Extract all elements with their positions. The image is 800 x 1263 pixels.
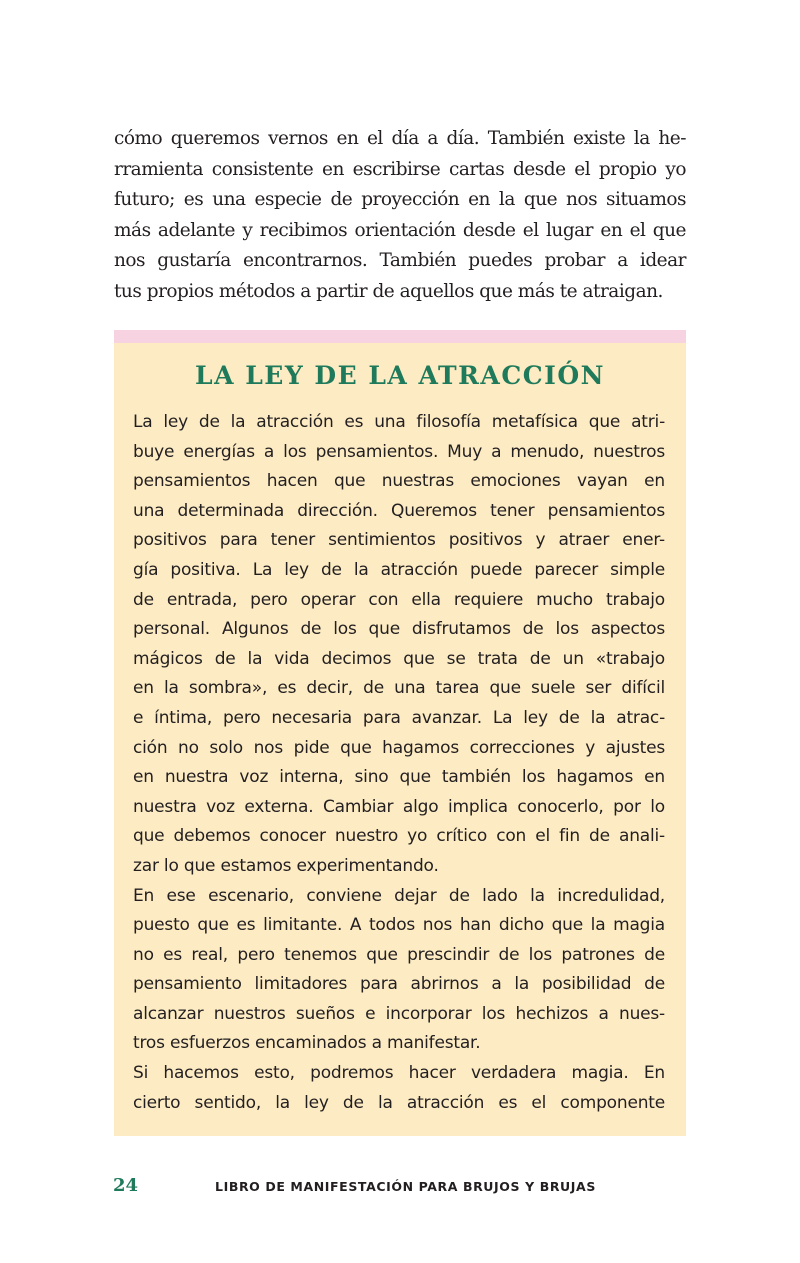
sidebar-line: una determinada dirección. Queremos tener pensamientos	[133, 500, 665, 521]
sidebar-line: pensamientos hacen que nuestras emociones vayan en	[133, 471, 665, 492]
sidebar-line: puesto que es limitante. A todos nos han dicho que la magia	[133, 915, 665, 936]
sidebar-line: Si hacemos esto, podremos hacer verdadera magia. En	[133, 1063, 665, 1084]
sidebar-line: no es real, pero tenemos que prescindir de los patrones de	[133, 944, 665, 965]
intro-line: cómo queremos vernos en el día a día. También existe la he-	[114, 128, 686, 149]
sidebar-box	[114, 343, 686, 1136]
sidebar-line: personal. Algunos de los que disfrutamos de los aspectos	[133, 619, 665, 640]
sidebar-line: buye energías a los pensamientos. Muy a menudo, nuestros	[133, 441, 665, 462]
running-footer-title: LIBRO DE MANIFESTACIÓN PARA BRUJOS Y BRUJAS	[215, 1179, 596, 1194]
sidebar-line: que debemos conocer nuestro yo crítico con el fin de anali-	[133, 826, 665, 847]
sidebar-line: e íntima, pero necesaria para avanzar. La ley de la atrac-	[133, 707, 665, 728]
intro-line: más adelante y recibimos orientación desde el lugar en el que	[114, 219, 686, 241]
sidebar-body	[133, 408, 665, 1118]
sidebar-line: en la sombra», es decir, de una tarea que suele ser difícil	[133, 678, 665, 699]
sidebar-top-band	[114, 330, 686, 343]
intro-paragraph	[114, 124, 686, 307]
sidebar-line: en nuestra voz interna, sino que también los hagamos en	[133, 767, 665, 788]
intro-line: futuro; es una especie de proyección en la que nos situamos	[114, 189, 686, 210]
sidebar-line: alcanzar nuestros sueños e incorporar los hechizos a nues-	[133, 1003, 665, 1024]
sidebar-title: LA LEY DE LA ATRACCIÓN	[195, 361, 605, 390]
sidebar-line: positivos para tener sentimientos positivos y atraer ener-	[133, 530, 665, 551]
sidebar-line: tros esfuerzos encaminados a manifestar.	[133, 1033, 481, 1054]
sidebar-line: La ley de la atracción es una filosofía metafísica que atri-	[133, 412, 665, 432]
sidebar-line: cierto sentido, la ley de la atracción es el componente	[133, 1092, 665, 1113]
sidebar-line: pensamiento limitadores para abrirnos a la posibilidad de	[133, 974, 665, 995]
intro-line: nos gustaría encontrarnos. También puedes probar a idear	[114, 250, 686, 271]
sidebar-line: de entrada, pero operar con ella requiere mucho trabajo	[133, 589, 665, 610]
sidebar-line: mágicos de la vida decimos que se trata de un «trabajo	[133, 648, 665, 669]
intro-line: tus propios métodos a partir de aquellos que más te atraigan.	[114, 280, 663, 302]
sidebar-line: gía positiva. La ley de la atracción puede parecer simple	[133, 559, 665, 580]
page-number: 24	[113, 1175, 139, 1196]
intro-line: rramienta consistente en escribirse cartas desde el propio yo	[114, 158, 686, 180]
sidebar-line: nuestra voz externa. Cambiar algo implica conocerlo, por lo	[133, 796, 665, 817]
sidebar-line: En ese escenario, conviene dejar de lado la incredulidad,	[133, 885, 665, 906]
sidebar-line: ción no solo nos pide que hagamos correcciones y ajustes	[133, 737, 665, 758]
sidebar-line: zar lo que estamos experimentando.	[133, 855, 439, 876]
